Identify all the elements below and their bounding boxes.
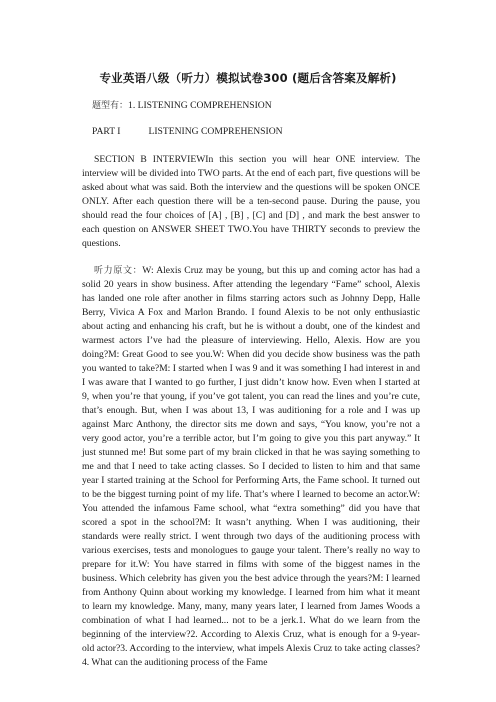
transcript-label: 听力原文： (94, 266, 143, 276)
part-label: PART I (92, 126, 121, 137)
document-title: 专业英语八级（听力）模拟试卷300 (题后含答案及解析) (99, 71, 397, 85)
question-types-line (92, 98, 272, 111)
question-types-label: 题型有： (92, 101, 129, 111)
transcript-paragraph (82, 264, 420, 670)
part-title: LISTENING COMPREHENSION (148, 126, 283, 137)
section-instructions: SECTION B INTERVIEWIn this section you will hear ONE interview. The interview will be divided into TWO parts. At the end of each part, five questions will be asked about what was said. Both the interview and the questions will be spoken ONCE ONLY. After each question there will be a ten-second pause. During the pause, you should read the four choices of [A] , [B] , [C] and [D] , and mark the best answer to each question on ANSWER SHEET TWO.You have THIRTY seconds to preview the questions. (82, 154, 420, 249)
part-heading (92, 126, 283, 137)
transcript-text: W: Alexis Cruz may be young, but this up and coming actor has had a solid 20 years in show business. After attending the legendary “Fame” school, Alexis has landed one role after another in films starring actors such as Johnny Depp, Halle Berry, Vivica A Fox and Marlon Brando. I found Alexis to be not only enthusiastic about acting and enhancing his craft, but he is without a doubt, one of the kindest and warmest actors I’ve had the pleasure of interviewing. Hello, Alexis. How are you doing?M: Great Good to see you.W: When did you decide show business was the path you wanted to take?M: I started when I was 9 and it was something I had interest in and I was aware that I wanted to go further, I just didn’t know how. Even when I started at 9, when you’re that young, if you’ve got talent, you can read the lines and you’re cute, that’s enough. But, when I was about 13, I was auditioning for a role and I was up against Marc Anthony, the director sits me down and says, “You know, you’re not a very good actor, you’re a terrible actor, but I’m going to give you this part anyway.” It just stunned me! But some part of my brain clicked in that he was saying something to me and that I need to take acting classes. So I decided to listen to him and that same year I started training at the School for Performing Arts, the Fame school. It turned out to be the biggest turning point of my life. That’s where I learned to become an actor.W: You attended the infamous Fame school, what “extra something” did you have that scored a spot in the school?M: It wasn’t anything. When I was auditioning, their standards were really strict. I went through two days of the auditioning process with various exercises, tests and monologues to gauge your talent. There’s really no way to prepare for it.W: You have starred in films with some of the biggest names in the business. Which celebrity has given you the best advice through the years?M: I learned from Anthony Quinn about working my knowledge. I learned from him what it meant to learn my knowledge. Many, many, many years later, I learned from James Woods a combination of what I had learned... not to be a jerk.1. What do we learn from the beginning of the interview?2. According to Alexis Cruz, what is enough for a 9-year-old actor?3. According to the interview, what impels Alexis Cruz to take acting classes?4. What can the auditioning process of the Fame (82, 265, 420, 668)
question-types-value: 1. LISTENING COMPREHENSION (128, 100, 272, 111)
